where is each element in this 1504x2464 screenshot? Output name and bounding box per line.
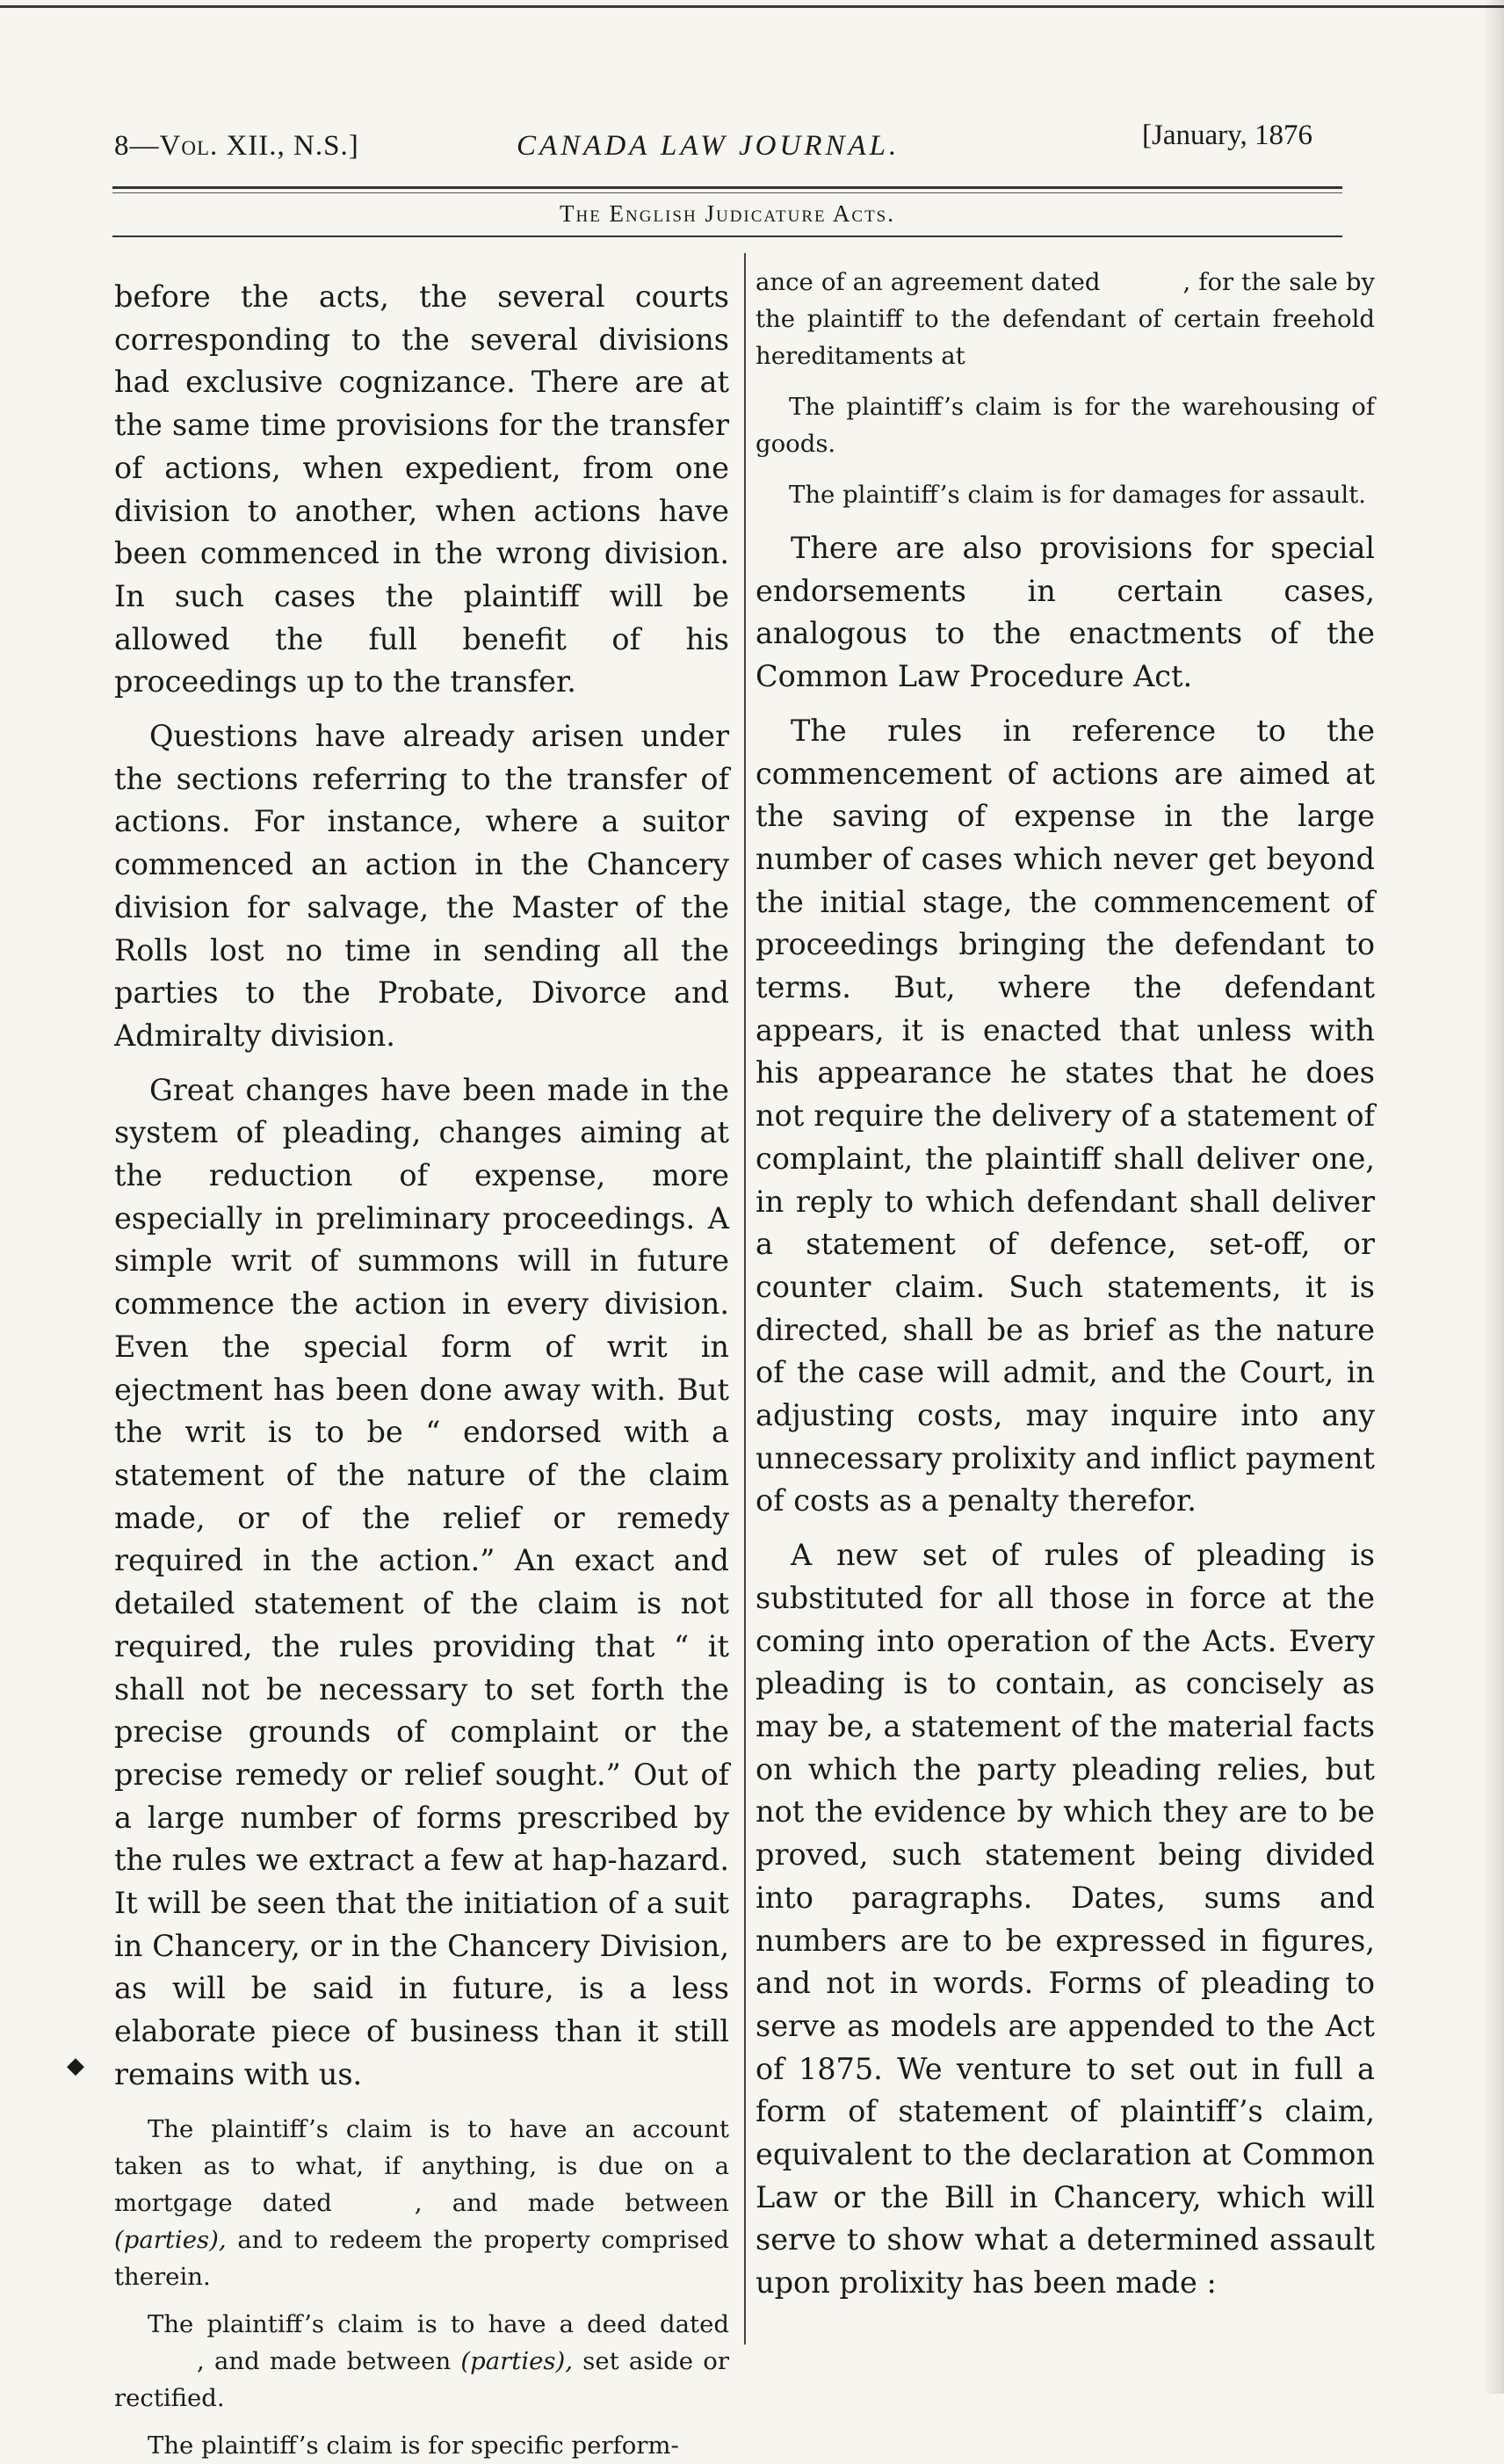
form-example: The plaintiff’s claim is to have an account taken as to what, if anything, is due on a mortgage dated , and made between (parties), and to redeem the property comprised therein. [114,2114,729,2291]
left-column [114,276,729,2464]
paragraph: Great changes have been made in the system of pleading, changes aiming at the reduction of expense, more especially in preliminary proceedings. A simple writ of summons will in future commence the action in every division. Even the special form of writ in ejectment has been done away with. But the writ is to be “ endorsed with a statement of the nature of the claim made, or of the relief or remedy required in the action.” An exact and detailed statement of the claim is not required, the rules providing that “ it shall not be necessary to set forth the precise grounds of complaint or the precise remedy or relief sought.” Out of a large number of forms prescribed by the rules we extract a few at hap-hazard. It will be seen that the initiation of a suit in Chancery, or in the Chancery Division, as will be said in future, is a less elaborate piece of business than it still remains with us. [114,1072,729,2091]
form-example: The plaintiff’s claim is for damages for assault. [789,481,1366,509]
header-rule-thin [112,192,1342,193]
paragraph: Questions have already arisen under the sections referring to the transfer of actions. For instance, where a suitor commenced an action in the Chancery division for salvage, the Master of the Rolls lost no time in sending all the parties to the Probate, Divorce and Admiralty division. [114,719,729,1053]
form-example: ance of an agreement dated , for the sale by the plaintiff to the defendant of certain freehold hereditaments at [756,268,1376,370]
journal-title: CANADA LAW JOURNAL. [517,130,900,162]
column-divider [744,253,746,2344]
paragraph: before the acts, the several courts corresponding to the several divisions had exclusive cognizance. There are at the same time provisions for the transfer of actions, when expedient, from one division to another, when actions have been commenced in the wrong division. In such cases the plaintiff will be allowed the full benefit of his proceedings up to the transfer. [114,279,729,699]
margin-mark: ◆ [67,2053,84,2079]
title-rule [112,236,1342,237]
form-example: The plaintiff’s claim is for specific perform- [148,2431,679,2460]
running-header [114,112,1344,165]
volume-label: 8—Vol. XII., N.S.] [114,130,359,162]
article-title: The English Judicature Acts. [559,200,895,227]
top-edge-rule [0,5,1504,8]
issue-date: [January, 1876 [1142,120,1312,151]
right-column [756,268,1376,2305]
form-example: The plaintiff’s claim is to have a deed dated , and made between (parties), set aside or rectified. [114,2309,729,2412]
page-edge-shadow [1483,0,1504,2394]
paragraph: The rules in reference to the commencement of actions are aimed at the saving of expense in the large number of cases which never get beyond the initial stage, the commencement of proceedings bringing the defendant to terms. But, where the defendant appears, it is enacted that unless with his appearance he states that he does not require the delivery of a statement of complaint, the plaintiff shall deliver one, in reply to which defendant shall deliver a statement of defence, set-off, or counter claim. Such statements, it is directed, shall be as brief as the nature of the case will admit, and the Court, in adjusting costs, may inquire into any unnecessary prolixity and inflict payment of costs as a penalty therefor. [756,713,1375,1518]
form-example: The plaintiff’s claim is for the warehousing of goods. [756,393,1375,458]
paragraph: A new set of rules of pleading is substituted for all those in force at the coming into operation of the Acts. Every pleading is to contain, as concisely as may be, a statement of the material facts on which the party pleading relies, but not the evidence by which they are to be proved, such statement being divided into paragraphs. Dates, sums and numbers are to be expressed in figures, and not in words. Forms of pleading to serve as models are appended to the Act of 1875. We venture to set out in full a form of statement of plaintiff’s claim, equivalent to the declaration at Common Law or the Bill in Chancery, which will serve to show what a determined assault upon prolixity has been made : [756,1538,1375,2301]
header-rule [112,186,1342,189]
paragraph: There are also provisions for special endorsements in certain cases, analogous to the enactments of the Common Law Procedure Act. [756,531,1375,694]
